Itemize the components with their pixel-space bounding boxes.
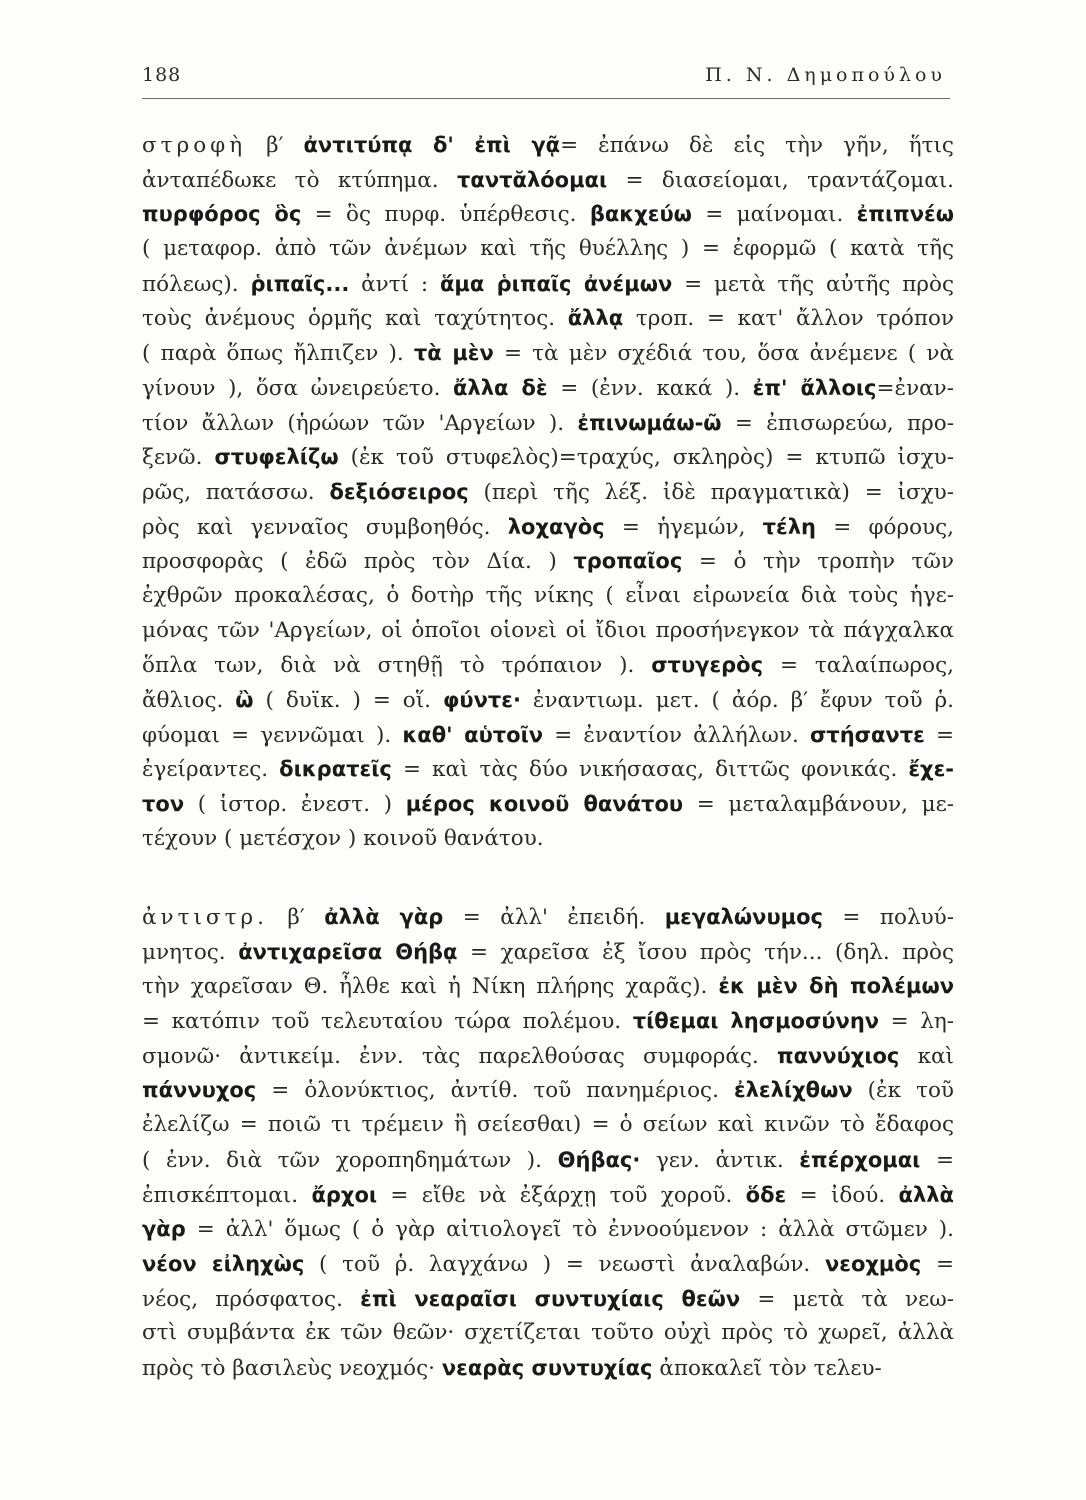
lemma: ἀντιχαρεῖσα Θήβᾳ [238, 939, 458, 964]
lemma: ἐπινωμάω-ῶ [577, 410, 722, 435]
text-line [142, 128, 954, 163]
lemma: βακχεύω [589, 202, 692, 227]
lemma: ἄλλᾳ [567, 306, 624, 331]
lemma: ἐπὶ νεαραῖσι συντυχίαις θεῶν [360, 1286, 741, 1311]
gloss-text: τροπ. = κατ' ἄλλον τρόπον [623, 306, 954, 332]
gloss-text: = ὃς πυρφ. ὑπέρθεσις. [301, 202, 590, 228]
gloss-text: μόνας τῶν 'Αργείων, οἱ ὁποῖοι οἱονεὶ οἱ ἴδιοι προσήνεγκον τὰ πάγχαλκα [142, 617, 954, 643]
lemma: λοχαγὸς [507, 514, 605, 539]
gloss-text: σμονῶ· ἀντικείμ. ἐνν. τὰς παρελθούσας συμφοράς. [142, 1043, 777, 1069]
lemma: ἔχε- [908, 757, 954, 782]
text-line [142, 935, 954, 970]
gloss-text: = ἡγεμών, [604, 514, 763, 540]
gloss-text: = καὶ τὰς δύο νικήσασας, διττῶς φονικάς. [391, 757, 909, 783]
lemma: στήσαντε [809, 722, 925, 747]
gloss-text: ( δυϊκ. ) = οἵ. [253, 688, 443, 713]
section-label: στροφὴ [142, 133, 247, 158]
lemma: καθ' αὑτοῖν [402, 722, 544, 747]
lemma: ἐλελίχθων [733, 1078, 853, 1103]
gloss-text: φύομαι = γεννῶμαι ). [142, 722, 403, 748]
gloss-text: ἐπισκέπτομαι. [142, 1182, 312, 1208]
lemma: ὢ [235, 688, 254, 712]
lemma: ἅμα ῥιπαῖς ἀνέμων [440, 271, 673, 296]
gloss-text: μνητος. [142, 939, 239, 965]
gloss-text: ἐλελίζω = ποιῶ τι τρέμειν ἢ σείεσθαι) = ὁ σείων καὶ κινῶν τὸ ἔδαφος [142, 1112, 954, 1138]
lemma: ὅδε [745, 1182, 787, 1207]
gloss-text: (ἐκ τοῦ στυφελὸς)=τραχύς, σκληρὸς) = κτυπῶ ἰσχυ- [338, 445, 954, 471]
text-line [142, 900, 954, 935]
strophe-commentary [142, 128, 954, 856]
gloss-text: = ἐπάνω δὲ εἰς τὴν γῆν, ἥτις [560, 133, 954, 158]
page-header [142, 64, 946, 94]
lemma: μέρος κοινοῦ θανάτου [405, 792, 684, 817]
text-line [142, 1039, 954, 1074]
gloss-text: = πολυύ- [822, 905, 954, 930]
text-line [142, 614, 954, 649]
gloss-text: = [920, 1147, 954, 1173]
gloss-text: = διασείομαι, τραντάζομαι. [607, 167, 954, 193]
gloss-text: = ἀλλ' ἐπειδή. [443, 905, 665, 930]
lemma: ἄρχοι [311, 1182, 378, 1207]
text-line [142, 232, 954, 267]
gloss-text: = κατόπιν τοῦ τελευταίου τώρα πολέμου. [142, 1009, 633, 1035]
lemma: νεοχμὸς [824, 1251, 922, 1276]
lemma: ταντᾰλόομαι [457, 167, 608, 192]
text-line [142, 648, 954, 683]
gloss-text: στὶ συμβάντα ἐκ τῶν θεῶν· σχετίζεται τοῦτο οὐχὶ πρὸς τὸ χωρεῖ, ἀλλὰ [142, 1320, 954, 1346]
gloss-text: πρὸς τὸ βασιλεὺς νεοχμός· [142, 1355, 442, 1381]
gloss-text: τίον ἄλλων (ἡρώων τῶν 'Αργείων ). [142, 410, 578, 436]
gloss-text: = λη- [879, 1009, 954, 1035]
gloss-text: = ὁλονύκτιος, ἀντίθ. τοῦ πανημέριος. [256, 1078, 734, 1104]
text-line [142, 579, 954, 614]
text-line [142, 1108, 954, 1143]
gloss-text: = μετὰ τῆς αὐτῆς πρὸς [672, 271, 954, 297]
header-rule [142, 98, 950, 99]
lemma: τέλη [762, 514, 816, 539]
gloss-text: ρῶς, πατάσσω. [142, 479, 330, 505]
gloss-text: ἐναντιωμ. μετ. ( ἀόρ. β′ ἔφυν τοῦ ῥ. [520, 688, 954, 713]
gloss-text: =ἐναν- [876, 375, 954, 401]
gloss-text: γεν. ἀντικ. [640, 1147, 800, 1173]
lemma: ῥιπαῖς... [250, 271, 350, 296]
lemma: νεαρὰς συντυχίας [441, 1355, 653, 1380]
gloss-text: = ἰδού. [786, 1182, 899, 1208]
lemma: ἀλλὰ [898, 1182, 954, 1207]
lemma: ἐπιπνέω [856, 202, 954, 227]
text-line [142, 1247, 954, 1282]
lemma: τὰ μὲν [413, 341, 494, 366]
gloss-text: ἀποκαλεῖ τὸν τελευ- [652, 1355, 882, 1381]
lemma: φύντε· [442, 688, 521, 712]
text-line [142, 1212, 954, 1247]
gloss-text: = χαρεῖσα ἐξ ἴσου πρὸς τήν... (δηλ. πρὸς [457, 939, 954, 965]
text-line [142, 1178, 954, 1213]
gloss-text: = τὰ μὲν σχέδιά του, ὅσα ἀνέμενε ( νὰ [493, 341, 954, 367]
text-line [142, 822, 954, 857]
gloss-text: = μεταλαμβάνουν, με- [683, 792, 954, 818]
text-line [142, 301, 954, 336]
text-line [142, 752, 954, 787]
gloss-text: = ἀλλ' ὅμως ( ὁ γὰρ αἰτιολογεῖ τὸ ἐννοούμενον : ἀλλὰ στῶμεν ). [185, 1217, 954, 1243]
lemma: νέον εἰληχὼς [142, 1251, 305, 1276]
text-line [142, 683, 954, 718]
text-line [142, 544, 954, 579]
text-line [142, 969, 954, 1004]
gloss-text: νέος, πρόσφατος. [142, 1286, 361, 1312]
gloss-text: γίνουν ), ὅσα ὠνειρεύετο. [142, 375, 453, 401]
gloss-text: ὅπλα των, διὰ νὰ στηθῇ τὸ τρόπαιον ). [142, 653, 652, 679]
text-line [142, 336, 954, 371]
gloss-text: ξενῶ. [142, 445, 215, 471]
gloss-text: β′ [246, 133, 304, 158]
text-line [142, 163, 954, 198]
lemma: ἐπ' ἄλλοις [752, 375, 877, 400]
gloss-text: ρὸς καὶ γενναῖος συμβοηθός. [142, 514, 508, 540]
gloss-text: ( τοῦ ῥ. λαγχάνω ) = νεωστὶ ἀναλαβών. [304, 1251, 825, 1277]
lemma: ἐπέρχομαι [799, 1147, 921, 1172]
running-head: Π. Ν. Δημοπούλου [705, 64, 946, 86]
text-line [142, 1073, 954, 1108]
gloss-text: (περὶ τῆς λέξ. ἰδὲ πραγματικὰ) = ἰσχυ- [468, 479, 954, 505]
lemma: τον [142, 792, 185, 817]
gloss-text: ἀνταπέδωκε τὸ κτύπημα. [142, 167, 457, 193]
gloss-text: ( μεταφορ. ἀπὸ τῶν ἀνέμων καὶ τῆς θυέλλης ) = ἐφορμῶ ( κατὰ τῆς [142, 236, 954, 262]
lemma: στυφελίζω [214, 445, 339, 470]
gloss-text: = ἐπισωρεύω, προ- [721, 410, 954, 436]
text-line [142, 197, 954, 232]
page-number: 188 [142, 64, 182, 86]
text-line [142, 1282, 954, 1317]
lemma: ἄλλα δὲ [453, 375, 548, 400]
lemma: δεξιόσειρος [329, 479, 469, 504]
lemma: Θήβας· [557, 1147, 641, 1172]
gloss-text: ἐχθρῶν προκαλέσας, ὁ δοτὴρ τῆς νίκης ( εἶναι εἰρωνεία διὰ τοὺς ἡγε- [142, 582, 954, 608]
text-line [142, 1004, 954, 1039]
text-line [142, 718, 954, 753]
gloss-text: = (ἐνν. κακά ). [547, 375, 753, 401]
gloss-text: ( ἐνν. διὰ τῶν χοροπηδημάτων ). [142, 1147, 558, 1173]
text-line [142, 267, 954, 302]
text-line [142, 440, 954, 475]
text-line [142, 475, 954, 510]
lemma: στυγερὸς [651, 653, 764, 678]
lemma: μεγαλώνυμος [664, 905, 823, 929]
text-line [142, 406, 954, 441]
lemma: γὰρ [142, 1217, 186, 1242]
text-line [142, 371, 954, 406]
text-line [142, 510, 954, 545]
text-line [142, 787, 954, 822]
gloss-text: ἐγείραντες. [142, 757, 280, 783]
text-line [142, 1351, 954, 1386]
lemma: τίθεμαι λησμοσύνην [632, 1009, 880, 1034]
lemma: δικρατεῖς [279, 757, 392, 782]
text-line [142, 1143, 954, 1178]
gloss-text: (ἐκ τοῦ [852, 1078, 954, 1104]
lemma: ἀντιτύπᾳ δ' ἐπὶ γᾷ [303, 133, 561, 157]
gloss-text: ἀντί : [349, 271, 440, 297]
lemma: ἐκ μὲν δὴ πολέμων [718, 974, 954, 999]
gloss-text: τέχουν ( μετέσχον ) κοινοῦ θανάτου. [142, 825, 544, 851]
gloss-text: καὶ [899, 1043, 954, 1069]
antistrophe-commentary [142, 900, 954, 1386]
gloss-text: β′ [267, 905, 325, 930]
lemma: παννύχιος [776, 1043, 900, 1068]
gloss-text: ( παρὰ ὅπως ἤλπιζεν ). [142, 341, 414, 367]
gloss-text: = εἴθε νὰ ἐξάρχῃ τοῦ χοροῦ. [377, 1182, 746, 1208]
gloss-text: = ταλαίπωρος, [763, 653, 954, 679]
gloss-text: πόλεως). [142, 271, 251, 297]
gloss-text: = μαίνομαι. [691, 202, 857, 228]
lemma: πάννυχος [142, 1078, 257, 1103]
gloss-text: τὴν χαρεῖσαν Θ. ἦλθε καὶ ἡ Νίκη πλήρης χαρᾶς). [142, 974, 719, 1000]
gloss-text: = φόρους, [815, 514, 954, 540]
gloss-text: = ὁ τὴν τροπὴν τῶν [682, 549, 954, 575]
lemma: ἀλλὰ γὰρ [324, 905, 444, 929]
lemma: τροπαῖος [573, 549, 683, 574]
gloss-text: = [924, 722, 954, 748]
gloss-text: = μετὰ τὰ νεω- [740, 1286, 954, 1312]
lemma: πυρφόρος ὃς [142, 202, 302, 227]
gloss-text: = [921, 1251, 954, 1277]
gloss-text: τοὺς ἀνέμους ὁρμῆς καὶ ταχύτητος. [142, 306, 568, 332]
gloss-text: ( ἱστορ. ἐνεστ. ) [184, 792, 406, 818]
section-label: ἀντιστρ. [142, 905, 268, 930]
gloss-text: προσφορὰς ( ἐδῶ πρὸς τὸν Δία. ) [142, 549, 574, 575]
text-line [142, 1316, 954, 1351]
gloss-text: = ἐναντίον ἀλλήλων. [543, 722, 810, 748]
gloss-text: ἄθλιος. [142, 688, 236, 713]
